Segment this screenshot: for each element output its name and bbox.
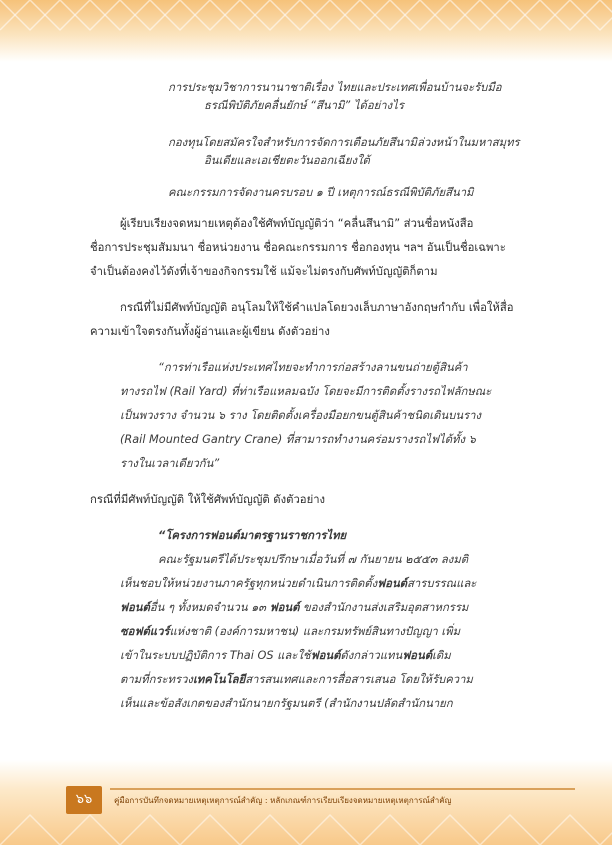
quote2-line3: ฟอนต์อื่น ๆ ทั้งหมดจำนวน ๑๓ ฟอนต์ ของสำนักงานส่งเสริมอุตสาหกรรม <box>120 601 469 614</box>
paragraph2-line2: ความเข้าใจตรงกันทั้งผู้อ่านและผู้เขียน ดังตัวอย่าง <box>90 325 330 338</box>
header-decoration <box>0 0 612 62</box>
footer-title: คู่มือการบันทึกจดหมายเหตุเหตุการณ์สำคัญ : หลักเกณฑ์การเรียบเรียงจดหมายเหตุเหตุการณ์สำคัญ <box>114 796 452 805</box>
paragraph3: กรณีที่มีศัพท์บัญญัติ ให้ใช้ศัพท์บัญญัติ ดังตัวอย่าง <box>90 493 326 506</box>
quote1-line4: (Rail Mounted Gantry Crane) ที่สามารถทำงานคร่อมรางรถไฟได้ทั้ง ๖ <box>120 433 476 446</box>
quote1-line2: ทางรถไฟ (Rail Yard) ที่ท่าเรือแหลมฉบัง โดยจะมีการติดตั้งรางรถไฟลักษณะ <box>120 385 492 398</box>
list-item-3: คณะกรรมการจัดงานครบรอบ ๑ ปี เหตุการณ์ธรณีพิบัติภัยสึนามิ <box>168 186 474 199</box>
quote2-line6: ตามที่กระทรวงเทคโนโลยีสารสนเทศและการสื่อสารเสนอ โดยให้รับความ <box>120 673 473 686</box>
quote2-line2: เห็นชอบให้หน่วยงานภาครัฐทุกหน่วยดำเนินการติดตั้งฟอนต์สารบรรณและ <box>120 577 477 590</box>
quote2-line1: คณะรัฐมนตรีได้ประชุมปรึกษาเมื่อวันที่ ๗ กันยายน ๒๕๕๓ ลงมติ <box>158 553 469 566</box>
header-pattern <box>0 0 612 62</box>
list-item-1-line1: การประชุมวิชาการนานาชาติเรื่อง ไทยและประเทศเพื่อนบ้านจะรับมือ <box>168 81 502 94</box>
list-item-2-line1: กองทุนโดยสมัครใจสำหรับการจัดการเตือนภัยสึนามิล่วงหน้าในมหาสมุทร <box>168 136 520 149</box>
paragraph1-line3: จำเป็นต้องคงไว้ดังที่เจ้าของกิจกรรมใช้ แม้จะไม่ตรงกับศัพท์บัญญัติก็ตาม <box>90 265 438 278</box>
quote2-line5: เข้าในระบบปฏิบัติการ Thai OS และใช้ฟอนต์ดังกล่าวแทนฟอนต์เดิม <box>120 649 451 662</box>
quote1-line5: รางในเวลาเดียวกัน” <box>120 457 220 470</box>
list-item-2-line2: อินเดียและเอเชียตะวันออกเฉียงใต้ <box>204 154 370 167</box>
footer-divider <box>110 788 575 790</box>
paragraph1-line1: ผู้เรียบเรียงจดหมายเหตุต้องใช้ศัพท์บัญญัติว่า “คลื่นสึนามิ” ส่วนชื่อหนังสือ <box>120 217 474 230</box>
quote2-line7: เห็นและข้อสังเกตของสำนักนายกรัฐมนตรี (สำนักงานปลัดสำนักนายก <box>120 697 453 710</box>
page-number: ๖๖ <box>66 786 102 814</box>
quote2-title: “โครงการฟอนต์มาตรฐานราชการไทย <box>158 529 347 542</box>
paragraph2-line1: กรณีที่ไม่มีศัพท์บัญญัติ อนุโลมให้ใช้คำแปลโดยวงเล็บภาษาอังกฤษกำกับ เพื่อให้สื่อ <box>120 301 514 314</box>
paragraph1-line2: ชื่อการประชุมสัมมนา ชื่อหน่วยงาน ชื่อคณะกรรมการ ชื่อกองทุน ฯลฯ อันเป็นชื่อเฉพาะ <box>90 241 506 254</box>
list-item-1-line2: ธรณีพิบัติภัยคลื่นยักษ์ “สึนามิ” ได้อย่างไร <box>204 99 404 112</box>
quote1-line1: “การท่าเรือแห่งประเทศไทยจะทำการก่อสร้างลานขนถ่ายตู้สินค้า <box>158 361 468 374</box>
quote2-line4: ซอฟต์แวร์แห่งชาติ (องค์การมหาชน) และกรมทรัพย์สินทางปัญญา เพิ่ม <box>120 625 461 638</box>
quote1-line3: เป็นพวงราง จำนวน ๖ ราง โดยติดตั้งเครื่องมือยกขนตู้สินค้าชนิดเดินบนราง <box>120 409 481 422</box>
